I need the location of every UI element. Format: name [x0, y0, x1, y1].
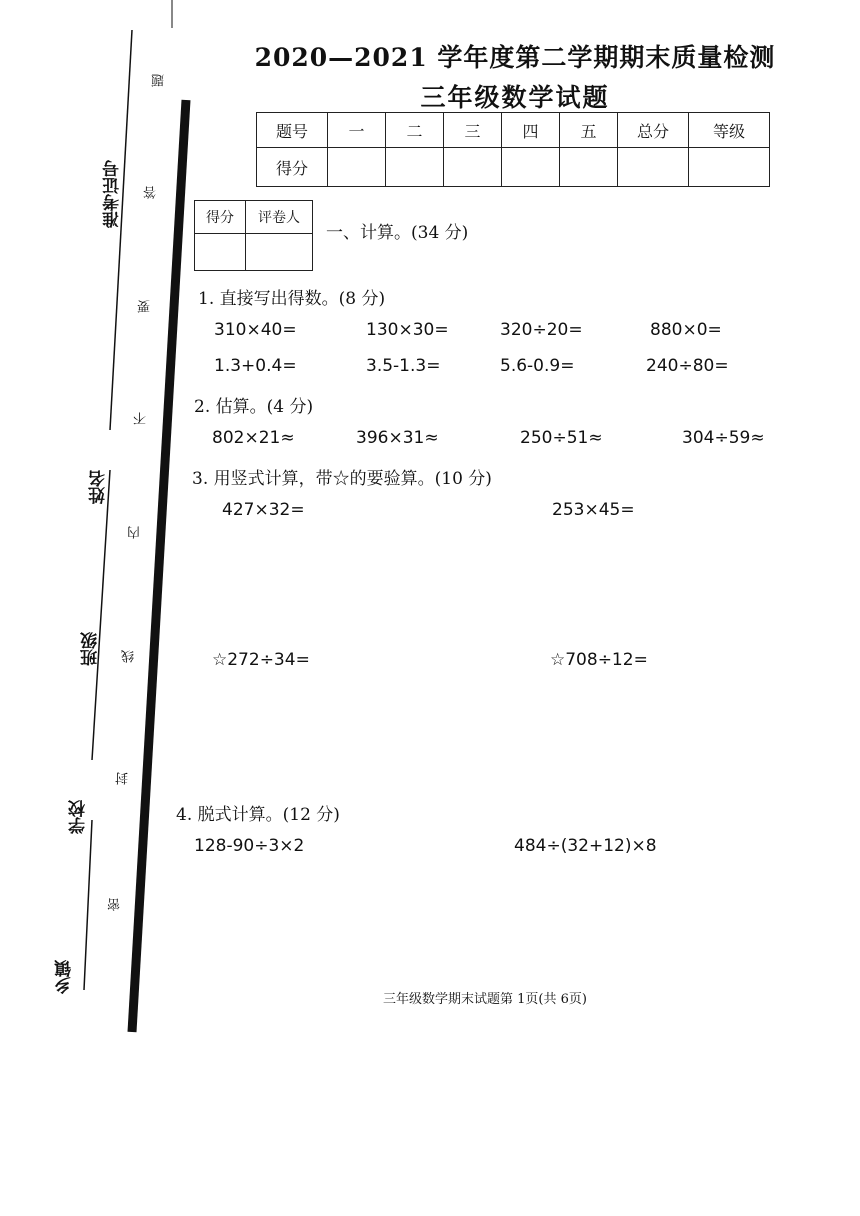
grader-name-label: 评卷人 — [246, 201, 313, 234]
q3-item: ☆272÷34= — [212, 650, 310, 670]
grader-score-label: 得分 — [195, 201, 246, 234]
q1-item: 5.6-0.9= — [500, 356, 575, 376]
score-cell[interactable] — [560, 148, 618, 187]
q2-item: 304÷59≈ — [682, 428, 765, 448]
score-table-header: 四 — [502, 113, 560, 148]
q3-item: ☆708÷12= — [550, 650, 648, 670]
score-cell[interactable] — [386, 148, 444, 187]
seal-char: 内 — [128, 526, 143, 539]
q2-title: 2. 估算。(4 分) — [194, 397, 314, 417]
exam-title: 2020—2021 学年度第二学期期末质量检测 — [254, 43, 776, 72]
q1-item: 880×0= — [650, 320, 722, 340]
q2-item: 802×21≈ — [212, 428, 295, 448]
score-cell[interactable] — [502, 148, 560, 187]
q3-item: 253×45= — [552, 500, 635, 520]
score-cell[interactable] — [618, 148, 689, 187]
seal-char: 线 — [122, 650, 137, 663]
score-table-header: 总分 — [618, 113, 689, 148]
q4-item: 484÷(32+12)×8 — [514, 836, 657, 856]
township-label: 乡镇 — [55, 960, 75, 994]
q1-title: 1. 直接写出得数。(8 分) — [198, 289, 386, 309]
q3-title: 3. 用竖式计算，带☆的要验算。(10 分) — [192, 469, 492, 489]
score-table-header: 题号 — [257, 113, 328, 148]
class-label: 班级 — [81, 632, 101, 666]
school-label: 学校 — [69, 800, 89, 834]
grader-name-cell[interactable] — [246, 234, 313, 271]
q2-item: 250÷51≈ — [520, 428, 603, 448]
section1-title: 一、计算。(34 分) — [326, 223, 469, 243]
score-table-header: 五 — [560, 113, 618, 148]
grader-box — [194, 200, 313, 271]
score-table-header: 一 — [328, 113, 386, 148]
q4-item: 128-90÷3×2 — [194, 836, 305, 856]
seal-char: 题 — [152, 74, 167, 87]
score-cell[interactable] — [444, 148, 502, 187]
q1-item: 3.5-1.3= — [366, 356, 441, 376]
score-table-header: 等级 — [689, 113, 770, 148]
q1-item: 130×30= — [366, 320, 449, 340]
name-label: 姓名 — [89, 470, 109, 504]
q1-item: 320÷20= — [500, 320, 583, 340]
q1-item: 1.3+0.4= — [214, 356, 297, 376]
score-table-header: 二 — [386, 113, 444, 148]
score-cell[interactable] — [328, 148, 386, 187]
page-footer: 三年级数学期末试题第 1页(共 6页) — [383, 992, 587, 1007]
q3-item: 427×32= — [222, 500, 305, 520]
seal-char: 不 — [134, 412, 149, 425]
q1-item: 310×40= — [214, 320, 297, 340]
seal-char: 密 — [108, 898, 123, 911]
q1-item: 240÷80= — [646, 356, 729, 376]
score-table-header: 三 — [444, 113, 502, 148]
score-row-label: 得分 — [257, 148, 328, 187]
admission-number-label: 准考证号 — [103, 160, 123, 228]
q4-title: 4. 脱式计算。(12 分) — [176, 805, 340, 825]
score-cell[interactable] — [689, 148, 770, 187]
exam-subtitle: 三年级数学试题 — [420, 83, 610, 112]
seal-char: 封 — [116, 772, 131, 785]
seal-char: 要 — [138, 300, 153, 313]
binding-margin-lines — [0, 0, 200, 1050]
q2-item: 396×31≈ — [356, 428, 439, 448]
grader-score-cell[interactable] — [195, 234, 246, 271]
score-table — [256, 112, 770, 187]
seal-char: 答 — [144, 186, 159, 199]
